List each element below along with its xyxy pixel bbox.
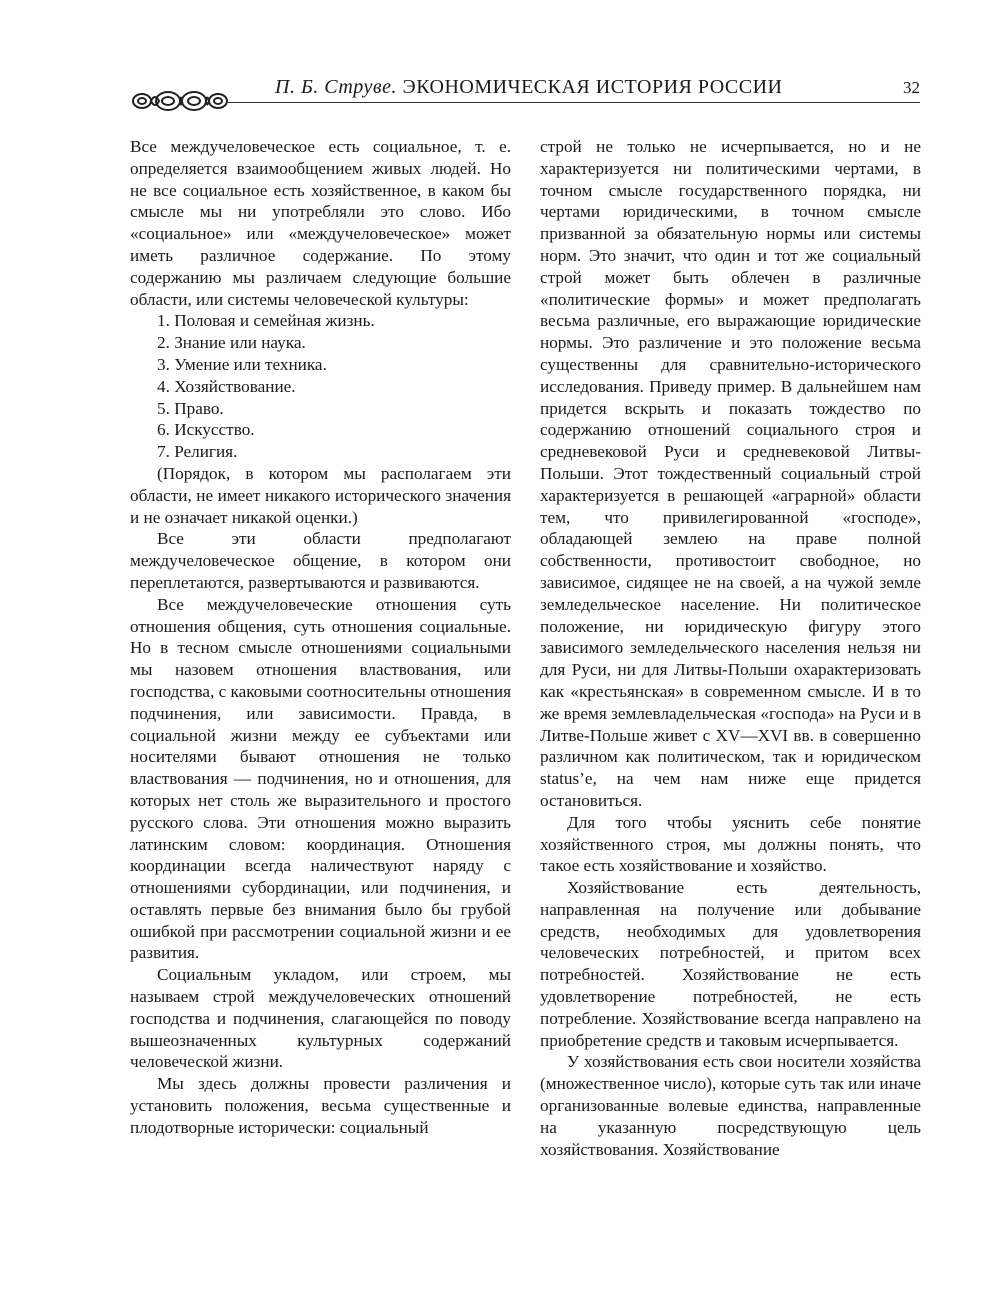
- header-author: П. Б. Струве.: [275, 76, 397, 98]
- list-item: 3. Умение или техника.: [157, 354, 327, 374]
- list-item: 6. Искусство.: [157, 420, 255, 440]
- list-item: 5. Право.: [157, 398, 224, 418]
- paragraph: У хозяйствования есть свои носители хозяйства (множественное число), которые суть так или иначе организованные волевые единства, направленные на указанную посредствующую цель хозяйствования. Хозяйствование: [540, 1052, 921, 1159]
- paragraph: Для того чтобы уяснить себе понятие хозяйственного строя, мы должны понять, что такое есть хозяйствование и хозяйство.: [540, 812, 921, 876]
- paragraph: Социальным укладом, или строем, мы называем строй междучеловеческих отношений господства и подчинения, слагающейся по поводу вышеозначенных культурных содержаний человеческой жизни.: [130, 965, 511, 1072]
- list-item: 2. Знание или наука.: [157, 333, 306, 353]
- list-item: 4. Хозяйствование.: [157, 376, 296, 396]
- right-column: [540, 136, 921, 1160]
- running-header: [130, 72, 920, 112]
- paragraph: строй не только не исчерпывается, но и не характеризуется ни политическими чертами, в точном смысле государственного порядка, ни чертами юридическими, в точном смысле призванной за обязательную нормы или системы норм. Это значит, что один и тот же социальный строй может быть облечен в различные «политические формы» и может предполагать весьма различные, его выражающие юридические нормы. Это различение и это положение весьма существенны для сравнительно-исторического исследования. Приведу пример. В дальнейшем нам придется вскрыть и показать тождество по содержанию отношений социального строя и средневековой Руси и средневековой Литвы-Польши. Этот тождественный социальный строй характеризуется в решающей «аграрной» области тем, что привилегированной «господе», обладающей землею на праве полной собственности, противостоит свободное, но зависимое, сидящее не на своей, а на чужой земле земледельческое население. Ни политическое положение, ни юридическую фигуру этого зависимого земледельческого населения нельзя ни для Руси, ни для Литвы-Польши охарактеризовать как «крестьянская» в современном смысле. И в то же время землевладельческая «господа» на Руси и в Литве-Польше живет с XV—XVI вв. в совершенно различном как политическом, так и юридическом status’е, на чем нам ниже еще придется остановиться.: [540, 137, 921, 810]
- culture-areas-list: [130, 310, 511, 463]
- page-number: 32: [903, 78, 920, 97]
- paragraph: Все междучеловеческое есть социальное, т. е. определяется взаимообщением живых людей. Но не все социальное есть хозяйственное, в каком бы смысле мы ни употребляли это слово. Ибо «социальное» или «междучеловеческое» может иметь различное содержание. По этому содержанию мы различаем следующие большие области, или системы человеческой культуры:: [130, 137, 511, 309]
- header-rule: [228, 102, 920, 103]
- list-item: 7. Религия.: [157, 442, 238, 462]
- paragraph: Все междучеловеческие отношения суть отношения общения, суть отношения социальные. Но в тесном смысле отношениями социальными мы назовем отношения властвования, или господства, с каковыми соотносительны отношения подчинения, или зависимости. Правда, в социальной жизни между ее субъектами или носителями бывают отношения не только властвования — подчинения, но и отношения, для которых нет столь же выразительного и простого русского слова. Эти отношения можно выразить латинским словом: координация. Отношения координации всегда наличествуют наряду с отношениями субординации, или подчинения, и оставлять первые без внимания было бы грубой ошибкой при рассмотрении социальной жизни и ее развития.: [130, 594, 511, 963]
- list-item: 1. Половая и семейная жизнь.: [157, 311, 375, 331]
- left-column: [130, 136, 511, 1139]
- paragraph: Мы здесь должны провести различения и установить положения, весьма существенные и плодотворные исторически: социальный: [130, 1074, 511, 1137]
- paragraph: Все эти области предполагают междучеловеческое общение, в котором они переплетаются, развертываются и развиваются.: [130, 529, 511, 592]
- paragraph: Хозяйствование есть деятельность, направленная на получение или добывание средств, необходимых для удовлетворения человеческих потребностей, и притом всех потребностей. Хозяйствование не есть удовлетворение потребностей, не есть потребление. Хозяйствование всегда направлено на приобретение средств и таковым исчерпывается.: [540, 878, 921, 1050]
- paragraph: (Порядок, в котором мы располагаем эти области, не имеет никакого исторического значения и не означает никакой оценки.): [130, 463, 511, 527]
- header-title: ЭКОНОМИЧЕСКАЯ ИСТОРИЯ РОССИИ: [402, 76, 783, 98]
- knot-ornament-icon: [130, 88, 230, 114]
- running-title: [275, 76, 782, 99]
